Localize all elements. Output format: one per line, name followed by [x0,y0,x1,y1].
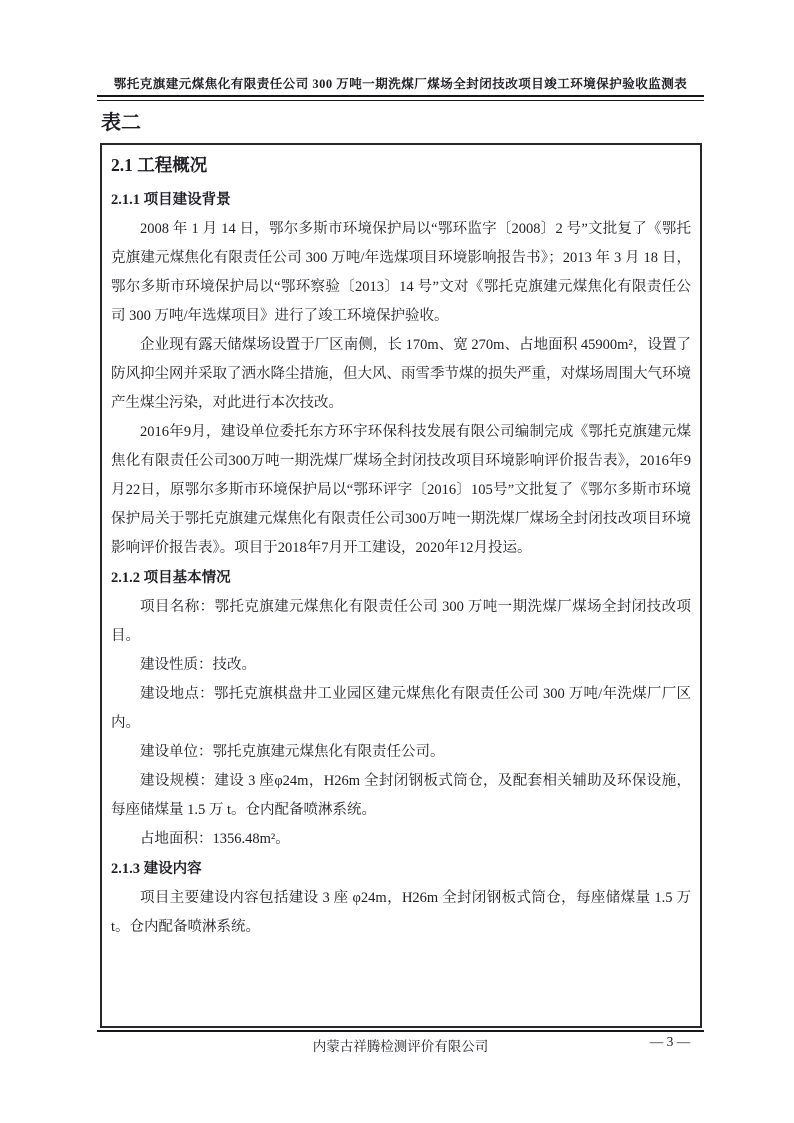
header-double-rule [97,95,704,101]
background-paragraph-1: 2008 年 1 月 14 日，鄂尔多斯市环境保护局以“鄂环监字〔2008〕2 号”文批复了《鄂托克旗建元煤焦化有限责任公司 300 万吨/年选煤项目环境影响报告书》；2013 年 3 月 18 日，鄂尔多斯市环境保护局以“鄂环察验〔2013〕14 号”文对《鄂托克旗建元煤焦化有限责任公司 300 万吨/年选煤项目》进行了竣工环境保护验收。 [111,221,691,324]
basic-info-construction-unit: 建设单位：鄂托克旗建元煤焦化有限责任公司。 [140,744,445,760]
basic-info-land-area: 占地面积：1356.48m²。 [140,831,290,847]
basic-info-project-name: 项目名称：鄂托克旗建元煤焦化有限责任公司 300 万吨一期洗煤厂煤场全封闭技改项目。 [111,599,691,644]
page-number: — 3 — [649,1034,691,1049]
subsection-heading-basic-info: 2.1.2 项目基本情况 [111,570,231,586]
footer-company-name: 内蒙古祥腾检测评价有限公司 [312,1039,489,1054]
construction-paragraph-1: 项目主要建设内容包括建设 3 座 φ24m，H26m 全封闭钢板式筒仓，每座储煤量 1.5 万 t。仓内配备喷淋系统。 [111,890,691,935]
section-title-overview: 2.1 工程概况 [111,155,208,175]
background-paragraph-2: 企业现有露天储煤场设置于厂区南侧，长 170m、宽 270m、占地面积 45900m²，设置了防风抑尘网并采取了洒水降尘措施，但大风、雨雪季节煤的损失严重，对煤场周围大气环境产生煤尘污染，对此进行本次技改。 [111,337,691,411]
subsection-heading-background: 2.1.1 项目建设背景 [111,192,231,208]
content-box [100,143,702,1028]
document-header-title: 鄂托克旗建元煤焦化有限责任公司 300 万吨一期洗煤厂煤场全封闭技改项目竣工环境保护验收监测表 [113,77,688,91]
basic-info-construction-nature: 建设性质：技改。 [140,657,256,673]
subsection-heading-construction: 2.1.3 建设内容 [111,861,202,877]
basic-info-construction-site: 建设地点：鄂托克旗棋盘井工业园区建元煤焦化有限责任公司 300 万吨/年洗煤厂厂区内。 [111,686,691,731]
basic-info-construction-scale: 建设规模：建设 3 座φ24m，H26m 全封闭钢板式筒仓，及配套相关辅助及环保设施，每座储煤量 1.5 万 t。仓内配备喷淋系统。 [111,773,691,818]
background-paragraph-3: 2016年9月，建设单位委托东方环宇环保科技发展有限公司编制完成《鄂托克旗建元煤焦化有限责任公司300万吨一期洗煤厂煤场全封闭技改项目环境影响评价报告表》，2016年9月22日，原鄂尔多斯市环境保护局以“鄂环评字〔2016〕105号”文批复了《鄂尔多斯市环境保护局关于鄂托克旗建元煤焦化有限责任公司300万吨一期洗煤厂煤场全封闭技改项目环境影响评价报告表》。项目于2018年7月开工建设，2020年12月投运。 [111,424,691,556]
table-label: 表二 [101,112,141,134]
footer-rule [97,1030,704,1032]
